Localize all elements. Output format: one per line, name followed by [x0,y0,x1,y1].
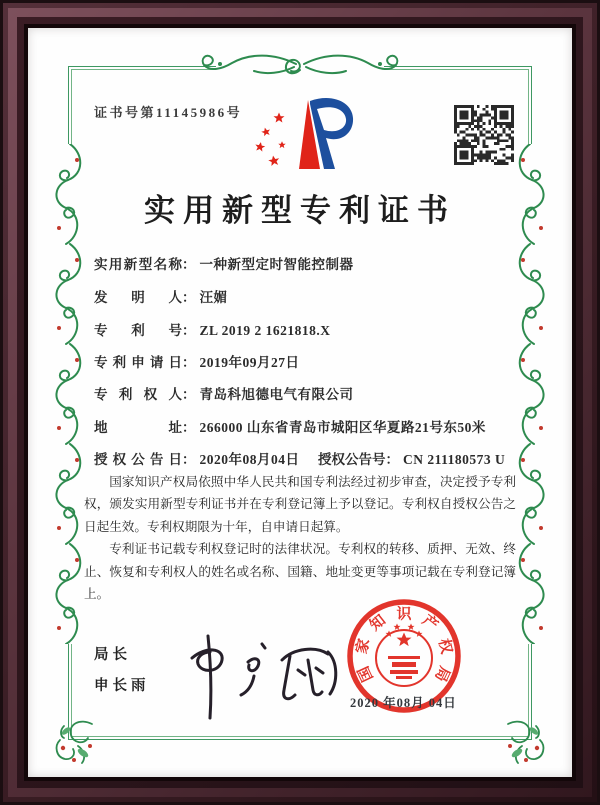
seal-date: 2020 年08月 04日 [350,696,457,710]
field-row-address [94,416,522,436]
grant-date-value: 2020年08月04日 [199,452,300,467]
grant-no-group [318,448,505,468]
svg-text:局: 局 [431,663,453,684]
field-row-patentee [94,383,522,403]
qr-code [454,105,514,165]
field-colon: ： [182,290,196,305]
field-label: 发明人 [94,290,182,305]
legal-paragraph-1: 国家知识产权局依照中华人民共和国专利法经过初步审查，决定授予专利权，颁发实用新型专利证书并在专利登记簿上予以登记。专利权自授权公告之日起生效。专利权期限为十年，自申请日起算。 [84,475,516,534]
top-flourish-ornament [190,49,410,83]
field-row-filing-date [94,351,522,371]
field-label: 专利申请日 [94,355,182,370]
field-value: 一种新型定时智能控制器 [199,257,354,272]
field-row-patent-no [94,319,522,339]
svg-text:家: 家 [354,637,374,656]
field-colon: ： [182,355,196,370]
field-label: 专利权人 [94,387,182,402]
field-label: 实用新型名称 [94,257,182,272]
officer-title: 局长 [94,647,131,663]
field-label: 专利号 [94,323,182,338]
svg-text:国: 国 [355,663,377,684]
certificate-title: 实用新型专利证书 [144,193,456,228]
field-value: 266000 山东省青岛市城阳区华夏路21号东50米 [199,420,486,435]
seal-emblem [376,624,432,687]
field-label: 地址 [94,420,182,435]
bottom-left-floral-ornament [52,718,98,764]
field-value: 汪媚 [199,290,228,305]
field-row-inventor [94,286,522,306]
grant-no-value: CN 211180573 U [403,452,506,467]
officer-name: 申长雨 [94,678,150,694]
field-value: ZL 2019 2 1621818.X [199,323,331,338]
field-colon: ： [385,452,399,467]
certificate-paper [28,28,572,777]
field-row-name [94,253,522,273]
svg-text:产: 产 [418,612,441,635]
field-colon: ： [182,452,196,467]
field-colon: ： [182,323,196,338]
svg-text:知: 知 [367,612,390,635]
grant-no-label: 授权公告号 [318,452,386,467]
svg-text:权: 权 [434,637,454,656]
field-colon: ： [182,257,196,272]
field-value: 青岛科旭德电气有限公司 [199,387,354,402]
bottom-right-floral-ornament [502,718,548,764]
officer-block [94,643,150,705]
field-colon: ： [182,387,196,402]
field-row-grant [94,448,522,468]
certificate-number: 证书号第11145986号 [94,105,243,120]
legal-paragraph-2: 专利证书记载专利权登记时的法律状况。专利权的转移、质押、无效、终止、恢复和专利权人的姓名或名称、国籍、地址变更等事项记载在专利登记簿上。 [84,542,516,602]
handwritten-signature [170,632,350,724]
cnipa-logo [254,96,354,174]
grant-date-label: 授权公告日 [94,452,182,467]
legal-text [84,471,516,605]
svg-text:识: 识 [396,606,412,623]
field-colon: ： [182,420,196,435]
field-value: 2019年09月27日 [199,355,300,370]
